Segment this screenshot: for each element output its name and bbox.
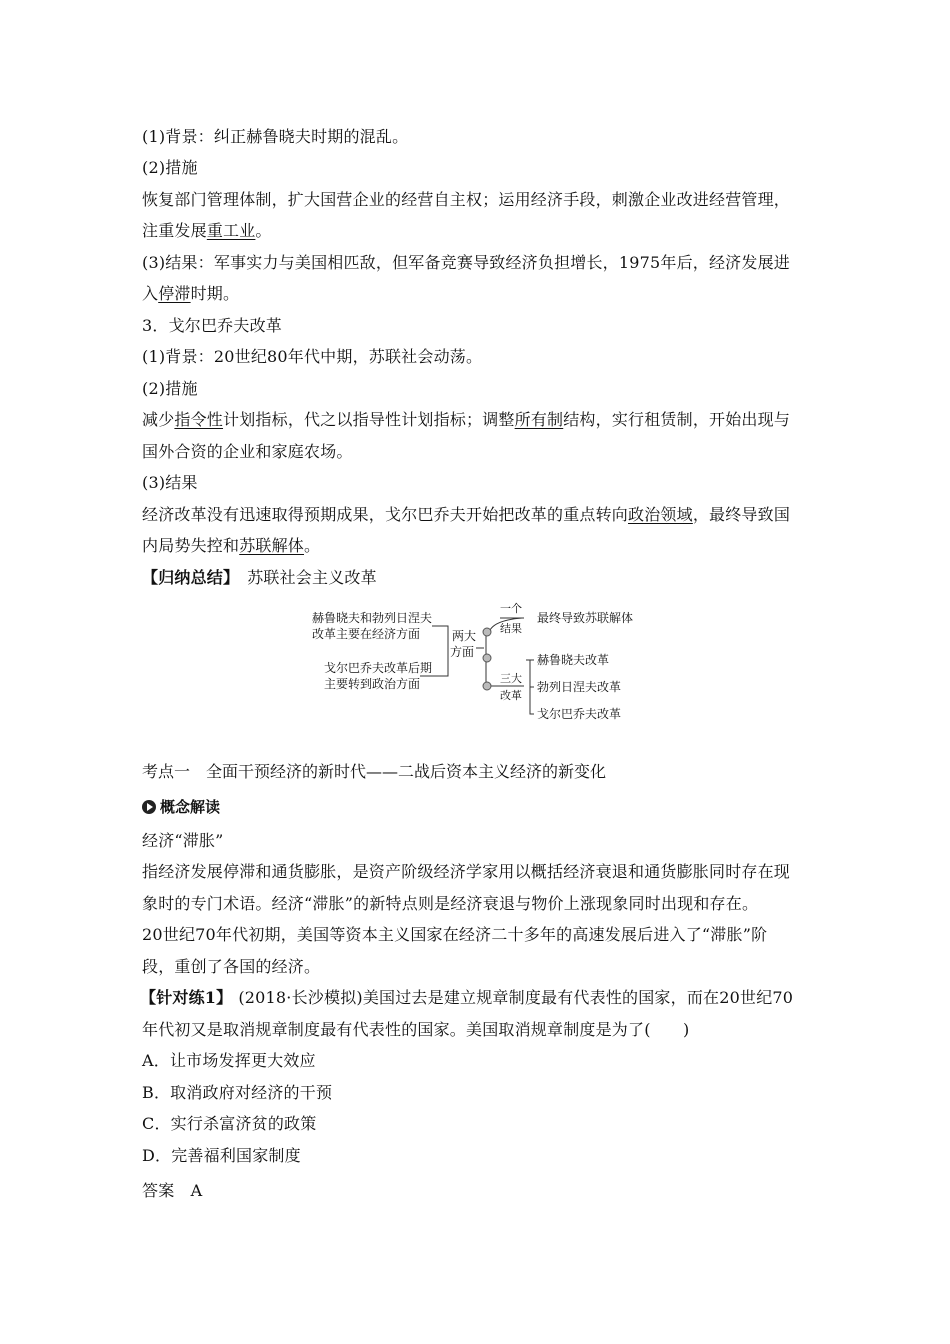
brezhnev-background: (1)背景：纠正赫鲁晓夫时期的混乱。 <box>142 127 409 146</box>
diagram-node-center <box>483 654 491 662</box>
exercise-question-text: (2018·长沙模拟)美国过去是建立规章制度最有代表性的国家，而在20世纪70 <box>238 988 794 1007</box>
gorbachev-measures-title: (2)措施 <box>142 379 198 398</box>
exercise-question-line-2: 年代初又是取消规章制度最有代表性的国家。美国取消规章制度是为了( ) <box>142 1020 690 1039</box>
diagram-lower-line-1: 三大 <box>500 672 522 685</box>
text-span: 。 <box>255 221 272 240</box>
reform-diagram <box>300 598 660 728</box>
underlined-keyword: 所有制 <box>514 410 564 429</box>
brezhnev-result-line-2 <box>142 283 822 305</box>
play-circle-icon <box>142 800 156 814</box>
underlined-keyword: 指令性 <box>174 410 224 429</box>
diagram-upper-result: 最终导致苏联解体 <box>537 611 634 625</box>
concept-paragraph-line-2: 象时的专门术语。经济“滞胀”的新特点则是经济衰退与物价上涨现象同时出现和存在。 <box>142 894 759 913</box>
text-span: 内局势失控和 <box>142 536 240 555</box>
concept-paragraph-line-4: 段，重创了各国的经济。 <box>142 957 321 976</box>
text-span: ，最终导致国 <box>692 505 791 524</box>
brezhnev-measures-line-2 <box>142 220 822 242</box>
diagram-lower-line-2: 改革 <box>500 689 522 702</box>
brezhnev-measures-title: (2)措施 <box>142 158 198 177</box>
exercise-tag: 【针对练1】 <box>140 988 233 1007</box>
topic-title: 考点一 全面干预经济的新时代——二战后资本主义经济的新变化 <box>142 762 607 781</box>
text-span: 减少 <box>142 410 175 429</box>
concept-term: 经济“滞胀” <box>142 831 224 850</box>
diagram-left-top-line-1: 赫鲁晓夫和勃列日涅夫 <box>312 611 433 625</box>
exercise-option-c: C．实行杀富济贫的政策 <box>142 1114 317 1133</box>
diagram-upper-line-1: 一个 <box>500 602 522 615</box>
text-span: 时期。 <box>190 284 240 303</box>
diagram-node-upper <box>483 628 491 636</box>
diagram-left-bottom-line-2: 主要转到政治方面 <box>324 677 421 691</box>
diagram-node-lower <box>483 682 491 690</box>
diagram-reform-bracket <box>526 660 534 714</box>
underlined-keyword: 停滞 <box>158 284 191 303</box>
gorbachev-background: (1)背景：20世纪80年代中期，苏联社会动荡。 <box>142 347 483 366</box>
diagram-upper-line-2: 结果 <box>500 622 522 635</box>
gorbachev-title: 3．戈尔巴乔夫改革 <box>142 316 282 335</box>
diagram-reform-1: 赫鲁晓夫改革 <box>537 653 610 667</box>
diagram-reform-3: 戈尔巴乔夫改革 <box>537 707 622 721</box>
summary-tag: 【归纳总结】 <box>142 568 240 587</box>
text-span: 经济改革没有迅速取得预期成果，戈尔巴乔夫开始把改革的重点转向 <box>142 505 629 524</box>
summary-heading <box>142 567 822 589</box>
brezhnev-measures-line-1: 恢复部门管理体制，扩大国营企业的经营自主权；运用经济手段，刺激企业改进经营管理， <box>142 190 791 209</box>
diagram-left-bottom-line-1: 戈尔巴乔夫改革后期 <box>324 661 433 675</box>
text-span: 入 <box>142 284 159 303</box>
concept-label-text: 概念解读 <box>160 798 221 816</box>
gorbachev-measures-line-2: 国外合资的企业和家庭农场。 <box>142 442 353 461</box>
underlined-keyword: 苏联解体 <box>239 536 305 555</box>
diagram-left-top-line-2: 改革主要在经济方面 <box>312 627 421 641</box>
exercise-answer: 答案 A <box>142 1181 203 1200</box>
exercise-option-b: B．取消政府对经济的干预 <box>142 1083 333 1102</box>
concept-label <box>142 797 220 817</box>
exercise-option-a: A．让市场发挥更大效应 <box>142 1051 316 1070</box>
concept-paragraph-line-1: 指经济发展停滞和通货膨胀，是资产阶级经济学家用以概括经济衰退和通货膨胀同时存在现 <box>142 862 791 881</box>
summary-title: 苏联社会主义改革 <box>247 568 377 587</box>
diagram-center-line-2: 方面 <box>450 645 475 659</box>
text-span: 注重发展 <box>142 221 207 240</box>
concept-paragraph-line-3: 20世纪70年代初期，美国等资本主义国家在经济二十多年的高速发展后进入了“滞胀”阶 <box>142 925 768 944</box>
diagram-reform-2: 勃列日涅夫改革 <box>537 680 622 694</box>
diagram-center-line-1: 两大 <box>452 629 477 643</box>
gorbachev-result-title: (3)结果 <box>142 473 198 492</box>
exercise-option-d: D．完善福利国家制度 <box>142 1146 301 1165</box>
gorbachev-result-line-2 <box>142 535 822 557</box>
text-span: 计划指标，代之以指导性计划指标；调整 <box>223 410 515 429</box>
text-span: 。 <box>304 536 321 555</box>
text-span: 结构，实行租赁制，开始出现与 <box>563 410 791 429</box>
underlined-keyword: 重工业 <box>206 221 256 240</box>
exercise-question-line-1 <box>140 987 820 1009</box>
gorbachev-measures-line-1 <box>142 409 822 431</box>
underlined-keyword: 政治领域 <box>628 505 693 524</box>
gorbachev-result-line-1 <box>142 504 822 526</box>
brezhnev-result-line-1: (3)结果：军事实力与美国相匹敌，但军备竞赛导致经济负担增长，1975年后，经济发展进 <box>142 253 790 272</box>
